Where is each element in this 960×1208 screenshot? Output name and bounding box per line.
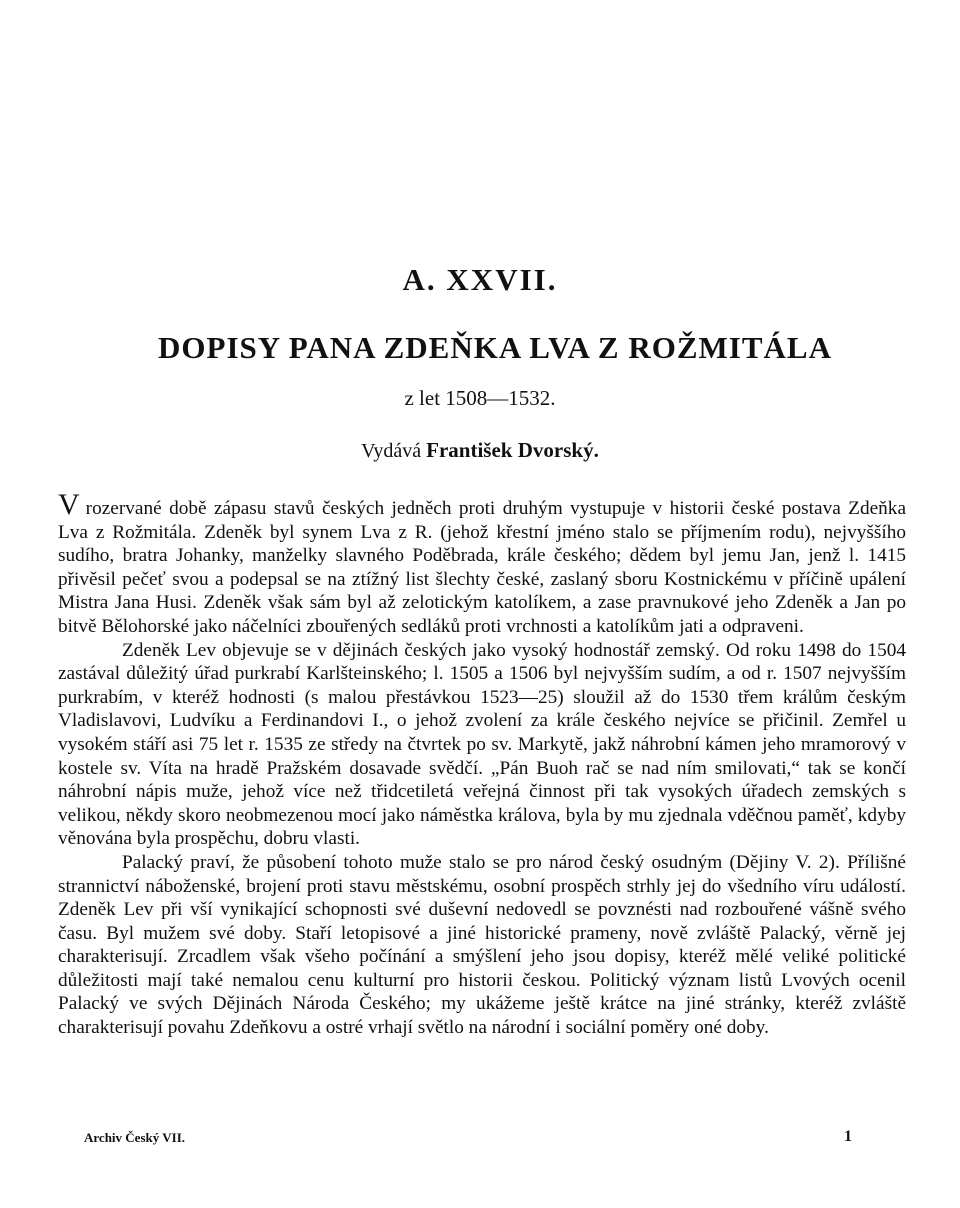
paragraph-3: Palacký praví, že působení tohoto muže stalo se pro národ český osudným (Dějiny V. 2). Přílišné strannictví náboženské, brojení proti stavu městskému, osobní prospěch strhly jej do všedního víru událostí. Zdeněk Lev při vší vynikající schopnosti své duševní nedovedl se povznésti nad rozbouřené vášně svého času. Byl mužem své doby. Staří letopisové a jiné historické prameny, nově zvláště Palacký, věrně jej charakterisují. Zrcadlem však všeho počínání a smýšlení jeho jsou dopisy, kteréž mělé veliké politické důležitosti mají také nemalou cenu kulturní pro historii českou. Politický význam listů Lvových ocenil Palacký ve svých Dějinách Národa Českého; my ukážeme ještě krátce na jiné stránky, kteréž zvláště charakterisují povahu Zdeňkovu a ostré vrhají světlo na národní i sociální poměry oné doby. — [58, 851, 906, 1039]
footer-signature: Archiv Český VII. — [84, 1130, 186, 1145]
body-text — [58, 488, 906, 1040]
paragraph-1-text: rozervané době zápasu stavů českých jedněch proti druhým vystupuje v historii české postava Zdeňka Lva z Rožmitála. Zdeněk byl synem Lva z R. (jehož křestní jméno stalo se příjmením rodu), nejvyššího sudího, bratra Johanky, manželky slavného Poděbrada, krále českého; dědem byl jemu Jan, jenž l. 1415 přivěsil pečeť svou a podepsal se na ztížný list šlechty české, zaslaný sboru Kostnickému v příčině upálení Mistra Jana Husi. Zdeněk však sám byl až zelotickým katolíkem, a zase pravnukové jeho Zdeněk a Jan po bitvě Bělohorské jako náčelníci zbouřených sedláků proti vrchnosti a katolíkům jati a odpraveni. — [58, 498, 906, 637]
page-number: 1 — [844, 1128, 852, 1145]
drop-cap-initial: V — [58, 488, 80, 521]
section-number: A. XXVII. — [402, 262, 558, 297]
editor-line — [0, 438, 960, 463]
paragraph-1 — [58, 488, 906, 639]
date-range: z let 1508—1532. — [404, 386, 556, 410]
page-title: DOPISY PANA ZDEŇKA LVA Z ROŽMITÁLA — [158, 330, 832, 365]
editor-prefix: Vydává — [361, 440, 422, 462]
editor-name: František Dvorský. — [426, 438, 599, 462]
paragraph-2: Zdeněk Lev objevuje se v dějinách českých jako vysoký hodnostář zemský. Od roku 1498 do 1504 zastával důležitý úřad purkrabí Karlšteinského; l. 1505 a 1506 byl nejvyšším sudím, a od r. 1507 nejvyšším purkrabím, v kteréž hodnosti (s malou přestávkou 1523—25) sloužil až do 1530 třem králům českým Vladislavovi, Ludvíku a Ferdinandovi I., o jehož zvolení za krále českého nejvíce se přičinil. Zemřel u vysokém stáří asi 75 let r. 1535 ze středy na čtvrtek po sv. Markytě, jakž náhrobní kámen jeho mramorový v kostele sv. Víta na hradě Pražském dosavade svědčí. „Pán Buoh rač se nad ním smilovati,“ tak se končí náhrobní nápis muže, jehož více než třidcetiletá veřejná činnost při tak vysokých úřadech zemských s velikou, někdy skoro neobmezenou mocí jako náměstka králova, byla by mu zjednala vděčnou paměť, kdyby věnována byla prospěchu, dobru vlasti. — [58, 639, 906, 850]
